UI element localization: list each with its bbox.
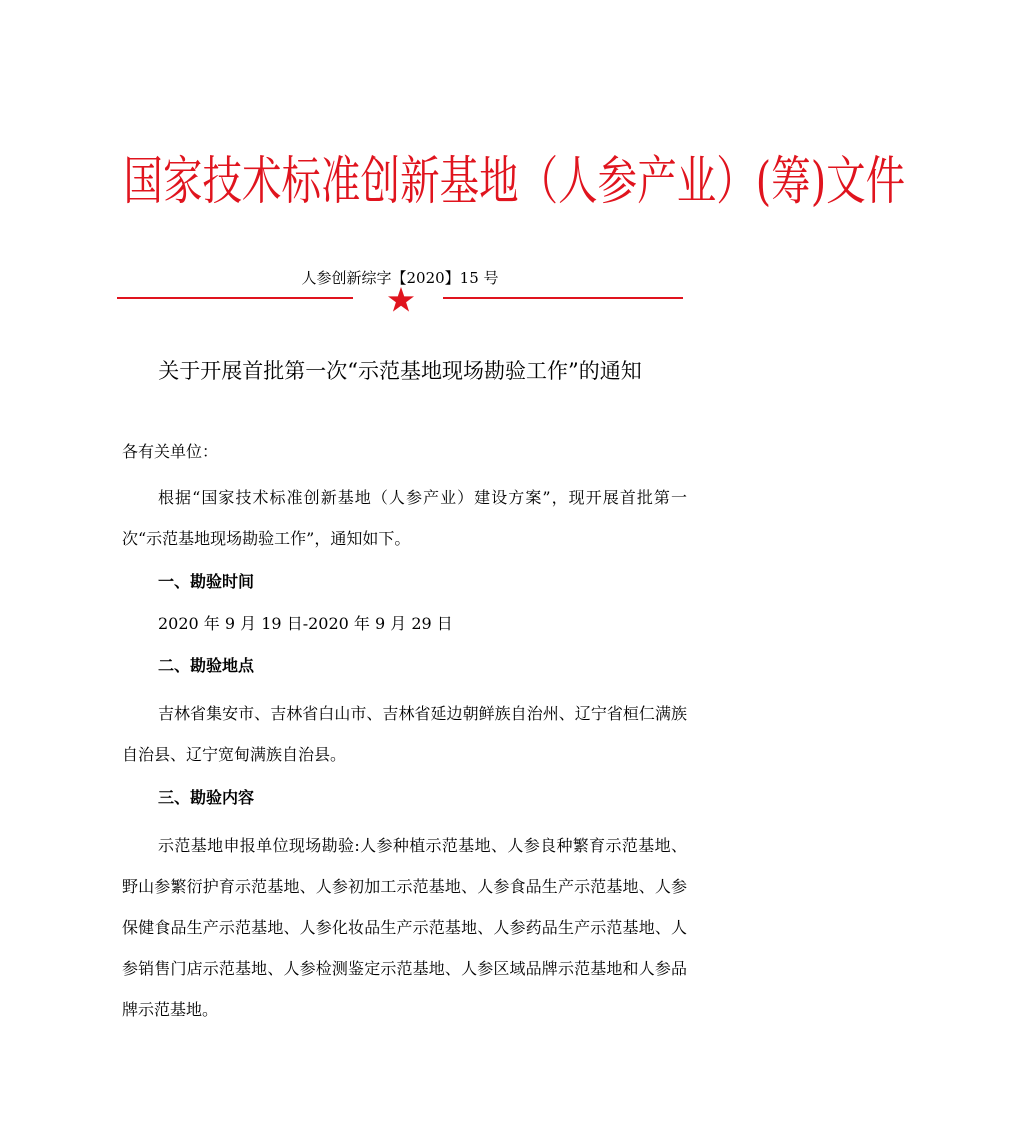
section-heading-content: 三、勘验内容 <box>158 788 255 807</box>
red-divider-left <box>117 297 353 299</box>
section-content-time: 2020 年 9 月 19 日-2020 年 9 月 29 日 <box>158 614 453 633</box>
section-heading-location: 二、勘验地点 <box>158 656 255 675</box>
notice-title: 关于开展首批第一次“示范基地现场勘验工作”的通知 <box>158 359 642 383</box>
red-divider-right <box>443 297 683 299</box>
section-content-location: 吉林省集安市、吉林省白山市、吉林省延边朝鲜族自治州、辽宁省桓仁满族自治县、辽宁宽甸满族自治县。 <box>122 704 687 764</box>
document-masthead <box>0 142 906 222</box>
section-content-scope: 示范基地申报单位现场勘验:人参种植示范基地、人参良种繁育示范基地、野山参繁衍护育示范基地、人参初加工示范基地、人参食品生产示范基地、人参保健食品生产示范基地、人参化妆品生产示范基地、人参药品生产示范基地、人参销售门店示范基地、人参检测鉴定示范基地、人参区域品牌示范基地和人参品牌示范基地。 <box>122 836 687 1019</box>
masthead-title: 国家技术标准创新基地（人参产业）(筹)文件 <box>123 152 906 212</box>
section-heading-time: 一、勘验时间 <box>158 572 255 591</box>
document-number: 人参创新综字【2020】15 号 <box>301 269 499 287</box>
notice-body <box>122 437 687 1030</box>
red-star-icon <box>386 284 416 314</box>
salutation: 各有关单位： <box>122 442 219 461</box>
intro-paragraph: 根据“国家技术标准创新基地（人参产业）建设方案”，现开展首批第一次“示范基地现场勘验工作”，通知如下。 <box>122 488 687 548</box>
